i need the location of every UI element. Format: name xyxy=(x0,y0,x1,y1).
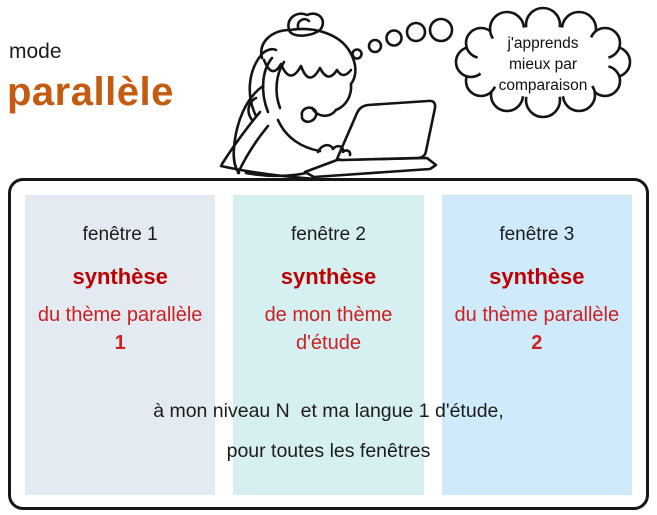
window-3-heading: synthèse xyxy=(489,264,585,289)
window-1-caption: fenêtre 1 xyxy=(82,224,158,245)
thought-line-2: mieux par xyxy=(508,56,578,73)
footer-line-1: à mon niveau N et ma langue 1 d'étude, xyxy=(153,400,504,422)
mode-label: mode xyxy=(9,40,62,63)
window-1-heading: synthèse xyxy=(72,264,168,289)
window-2-subtext: de mon thème xyxy=(264,304,393,326)
panel-footer xyxy=(11,391,646,471)
thought-line-1: j'apprends xyxy=(507,35,579,52)
window-2-subtext-line2: d'étude xyxy=(295,332,361,354)
window-3-caption: fenêtre 3 xyxy=(499,224,575,245)
window-2-heading: synthèse xyxy=(280,264,377,289)
window-2-caption: fenêtre 2 xyxy=(290,224,366,245)
footer-line-2: pour toutes les fenêtres xyxy=(226,440,431,462)
window-3-theme-number: 2 xyxy=(531,332,543,354)
window-1-theme-number: 1 xyxy=(114,332,126,354)
thinking-person-illustration xyxy=(0,0,657,180)
page-title: parallèle xyxy=(7,70,174,114)
window-1-subtext: du thème parallèle xyxy=(37,304,203,326)
laptop-icon xyxy=(305,101,436,177)
windows-panel xyxy=(8,178,649,510)
thought-cloud-text xyxy=(499,35,588,94)
thought-line-3: comparaison xyxy=(498,77,588,94)
thought-trail-icon xyxy=(353,19,453,59)
person-at-laptop-icon xyxy=(221,14,355,179)
window-3-subtext: du thème parallèle xyxy=(454,304,620,326)
